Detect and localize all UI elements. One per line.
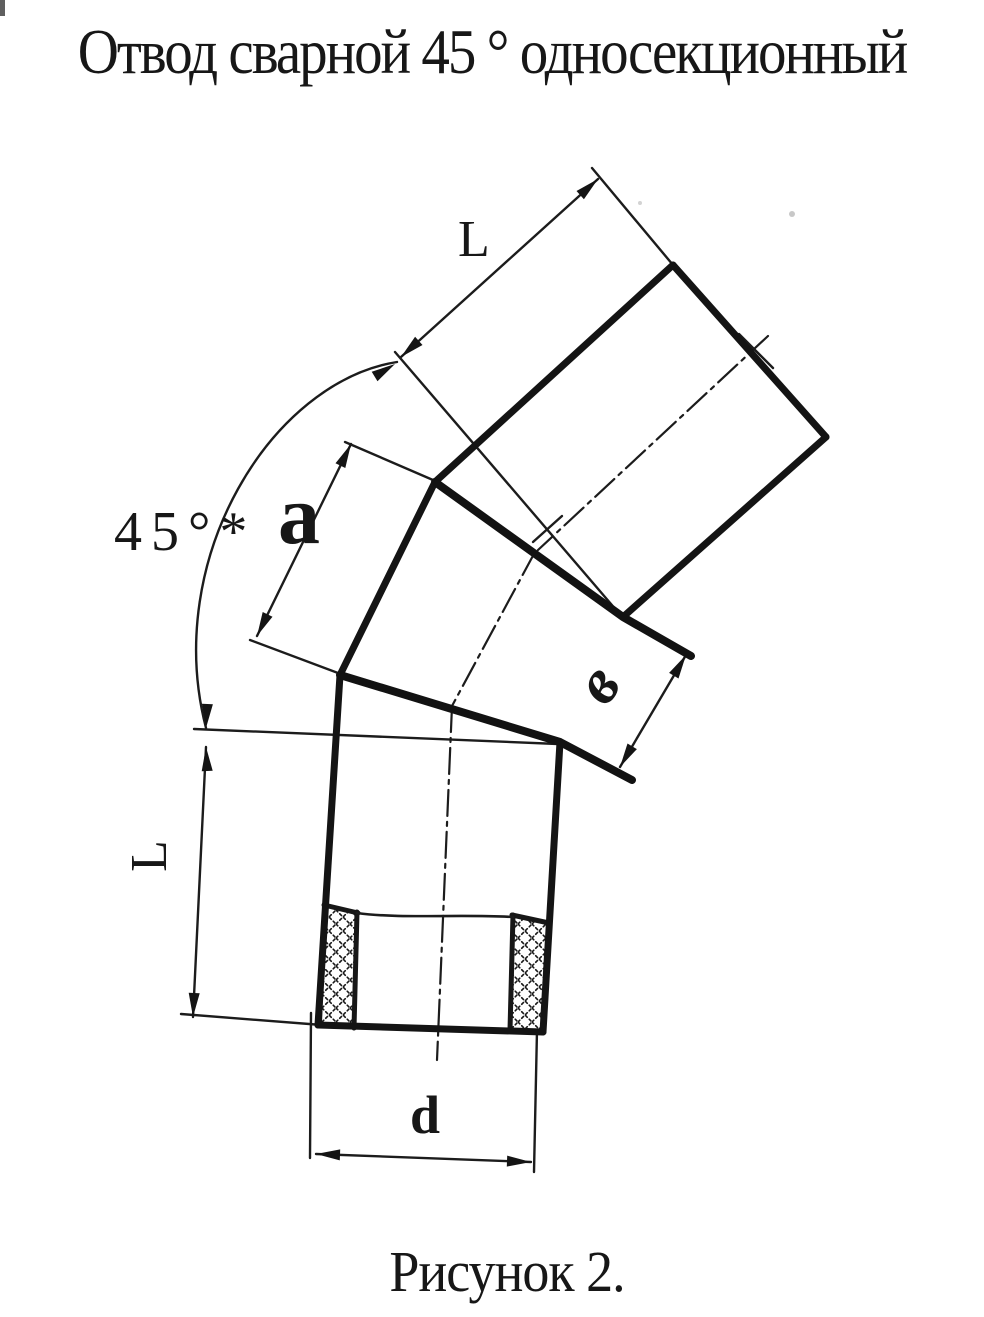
figure-caption: Рисунок 2. [389,1239,625,1304]
dimension-line-L-top [401,179,598,357]
arrow-v-top [669,655,686,679]
extension-line-L-top-lower [395,352,623,618]
lower-pipe-right-wall [543,742,560,1032]
dim-label-L-left: L [120,840,178,872]
middle-section-left-edge [340,482,435,675]
dimension-line-L-left [193,747,206,1017]
figure-title: Отвод сварной 45 ° односекционный [77,17,907,88]
dim-label-v: в [559,651,635,716]
arrow-d-right [507,1156,531,1167]
dimension-line-d [316,1154,531,1162]
extension-line-L-top-upper [592,168,673,265]
dim-label-angle: 45°* [114,501,257,563]
reference-line-pipe-bottom [181,1014,322,1025]
dim-label-L-top: L [458,211,490,268]
weld-joint-upper [435,482,691,656]
arrow-L-left-top [202,747,213,771]
reference-line-elbow-base [194,729,558,744]
scan-speck [789,211,795,217]
scan-edge-mark [0,0,5,16]
upper-pipe-right-wall [623,437,826,617]
upper-pipe-left-wall [435,265,673,482]
arrow-a-bottom [257,612,273,636]
centerline-middle-section [452,552,535,706]
extension-line-d-right [534,1030,537,1172]
dim-label-a: a [278,469,320,562]
socket-inner-line [357,913,513,917]
extension-line-d-left [310,1013,311,1158]
dim-label-d: d [410,1085,441,1145]
scan-speck [638,201,642,205]
centerline-lower-pipe [437,706,452,1060]
arrowheads [189,179,686,1167]
extension-line-a-upper [345,442,433,480]
extension-line-a-lower [250,640,338,673]
arrow-a-top [336,444,352,468]
arrow-d-left [316,1149,340,1160]
upper-pipe-end-face [673,265,826,437]
arrow-v-bottom [620,744,637,768]
